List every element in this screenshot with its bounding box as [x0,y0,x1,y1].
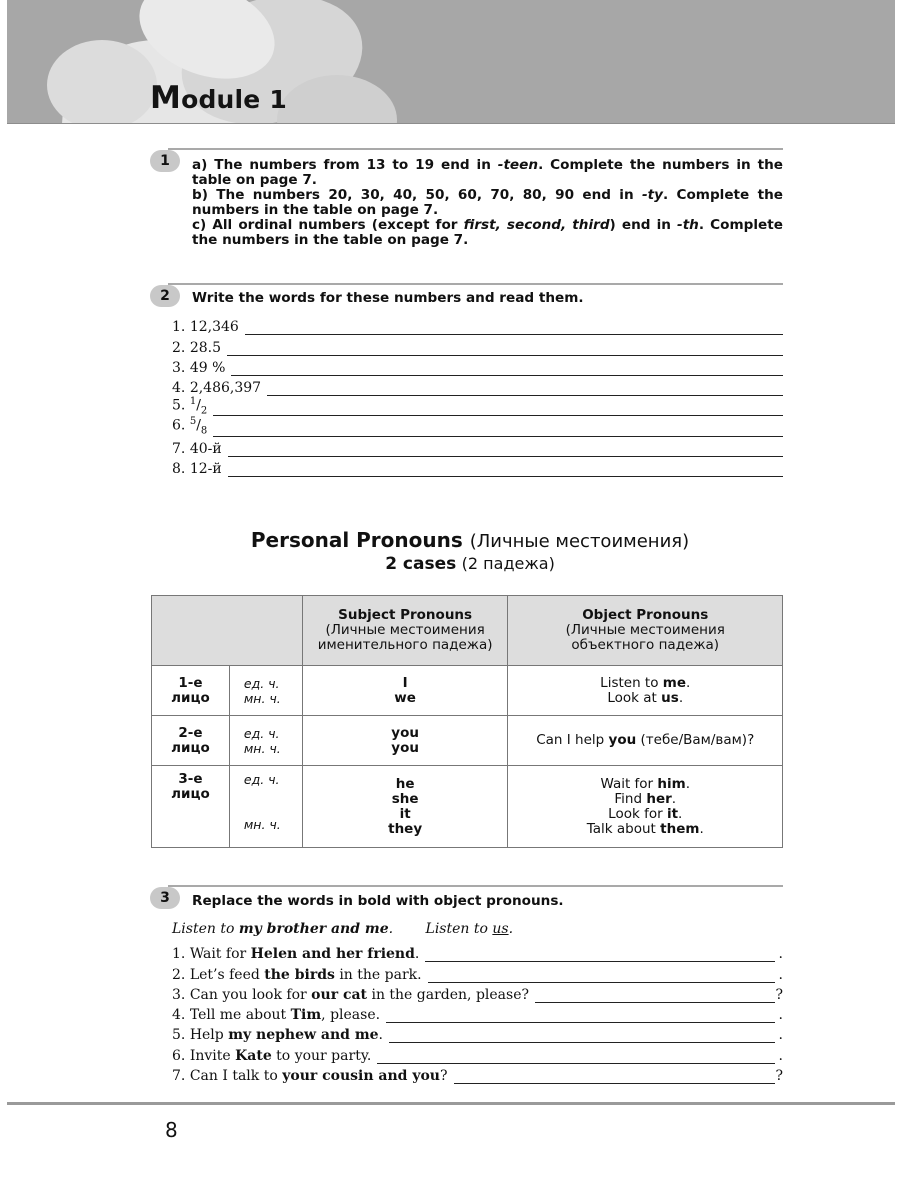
table-row [152,666,783,716]
list-item: 3. 49 % [172,356,783,376]
object-cell: Listen to me. Look at us. [508,666,783,716]
person-cell: 3-е лицо [152,766,230,848]
exercise-divider [168,283,783,285]
list-item: 7. 40-й [172,437,783,457]
list-item: 1. 12,346 [172,315,783,335]
table-row [152,766,783,848]
exercise-divider [168,148,783,150]
exercise-number-badge: 3 [150,887,180,909]
exercise-3-instruction: Replace the words in bold with object pronouns. [192,893,564,909]
list-item: 4. Tell me about Tim, please. . [172,1007,783,1024]
number-cell: ед. ч. мн. ч. [229,716,302,766]
list-item: 3. Can you look for our cat in the garden, please? ? [172,986,783,1003]
list-item: 1. Wait for Helen and her friend. . [172,946,783,963]
answer-line[interactable] [386,1008,775,1023]
list-item: 4. 2,486,397 [172,376,783,396]
answer-line[interactable] [428,968,775,983]
list-item: 6. $^5/_8$ [172,416,783,436]
exercise-3-example: Listen to my brother and me. Listen to us. [172,921,514,937]
answer-line[interactable] [231,361,783,376]
answer-line[interactable] [213,422,783,437]
list-item: 7. Can I talk to your cousin and you? ? [172,1068,783,1085]
pronoun-table [151,595,783,848]
section-subtitle: 2 cases (2 падежа) [385,554,555,574]
answer-line[interactable] [227,341,783,356]
answer-line[interactable] [228,462,783,477]
exercise-divider [168,885,783,887]
exercise-number-badge: 1 [150,150,180,172]
exercise-1-instructions: a) The numbers from 13 to 19 end in -teen. Complete the numbers in the table on page 7. b) The numbers 20, 30, 40, 50, 60, 70, 80, 90 end in -ty. Complete the numbers in the table on page 7. c) All ordinal numbers (except for first, second, third) end in -th. Complete the numbers in the table on page 7. [192,157,783,248]
number-cell: ед. ч. мн. ч. [229,766,302,848]
object-pronouns-header: Object Pronouns (Личные местоимения объектного падежа) [508,596,783,666]
number-cell: ед. ч. мн. ч. [229,666,302,716]
object-cell: Wait for him. Find her. Look for it. Talk about them. [508,766,783,848]
answer-line[interactable] [425,947,775,962]
answer-line[interactable] [535,988,775,1003]
table-corner-cell [152,596,303,666]
footer-divider [7,1102,895,1105]
answer-line[interactable] [228,442,783,457]
answer-line[interactable] [213,401,783,416]
list-item: 8. 12-й [172,457,783,477]
list-item: 5. Help my nephew and me. . [172,1027,783,1044]
list-item: 2. 28.5 [172,335,783,355]
list-item: 2. Let’s feed the birds in the park. . [172,966,783,983]
petal-decoration-icon [7,0,895,124]
subject-cell: he she it they [302,766,508,848]
subject-cell: I we [302,666,508,716]
list-item: 5. $^1/_2$ [172,396,783,416]
list-item: 6. Invite Kate to your party. . [172,1047,783,1064]
exercise-2-instruction: Write the words for these numbers and read them. [192,290,584,306]
answer-line[interactable] [267,381,783,396]
exercise-3-list [172,942,783,1084]
exercise-2-list [172,315,783,477]
subject-cell: you you [302,716,508,766]
page-number: 8 [165,1118,178,1142]
table-header-row [152,596,783,666]
exercise-number-badge: 2 [150,285,180,307]
person-cell: 2-е лицо [152,716,230,766]
answer-line[interactable] [389,1028,775,1043]
object-cell: Can I help you (тебе/Вам/вам)? [508,716,783,766]
table-row [152,716,783,766]
subject-pronouns-header: Subject Pronouns (Личные местоимения именительного падежа) [302,596,508,666]
section-title: Personal Pronouns (Личные местоимения) [250,528,690,552]
answer-line[interactable] [245,320,783,335]
person-cell: 1-е лицо [152,666,230,716]
module-banner [7,0,895,124]
module-title: Module 1 [150,80,287,116]
answer-line[interactable] [377,1049,775,1064]
answer-line[interactable] [454,1069,776,1084]
